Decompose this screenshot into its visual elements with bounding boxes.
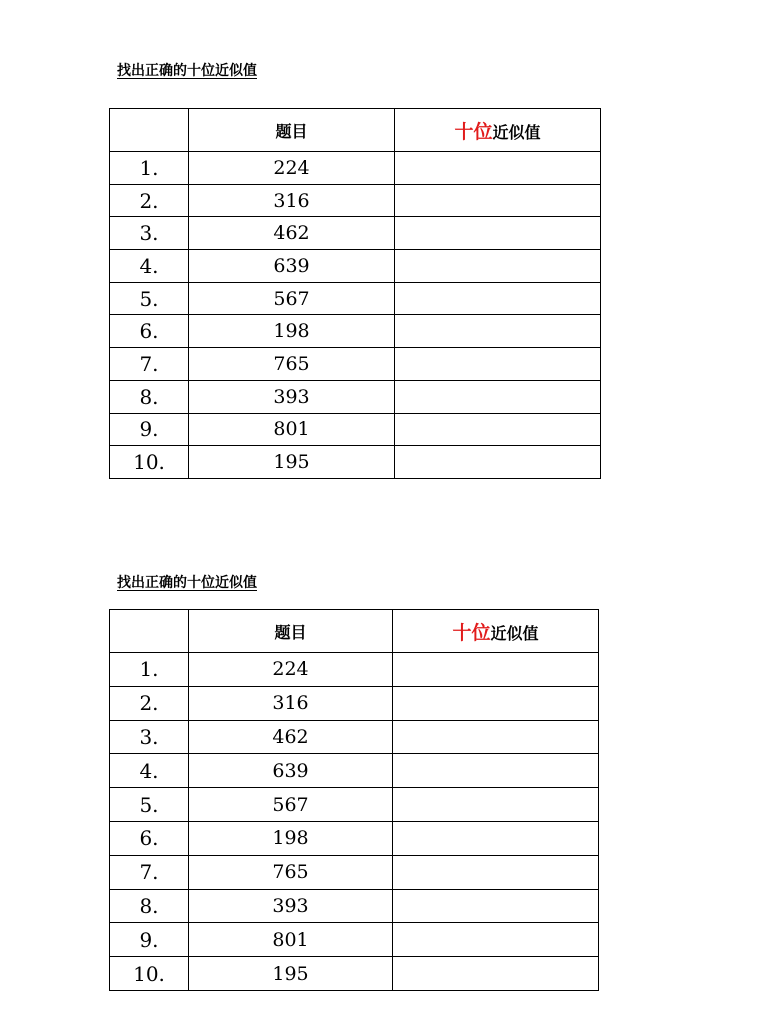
row-answer-cell[interactable] [395,446,601,479]
table-row [110,788,599,822]
table-row [110,315,601,348]
row-answer-cell[interactable] [395,282,601,315]
table-header-row [110,109,601,152]
row-question-cell: 195 [189,446,395,479]
row-answer-cell[interactable] [393,754,599,788]
worksheet-table-body [110,109,601,479]
row-index-cell: 7. [110,855,189,889]
worksheet-title: 找出正确的十位近似值 [117,575,257,591]
row-question-cell: 316 [189,686,393,720]
row-answer-cell[interactable] [395,184,601,217]
table-row [110,720,599,754]
header-answer-cell [395,109,601,152]
row-question-cell: 639 [189,754,393,788]
row-index-cell: 3. [110,720,189,754]
header-answer-rest: 近似值 [490,623,539,643]
row-index-cell: 4. [110,754,189,788]
table-row [110,754,599,788]
row-index-cell: 2. [110,686,189,720]
header-index-cell [110,109,189,152]
row-index-cell: 1. [110,653,189,687]
worksheet-table [109,609,599,991]
row-index-cell: 10. [110,446,189,479]
row-question-cell: 198 [189,821,393,855]
row-answer-cell[interactable] [393,889,599,923]
row-question-cell: 567 [189,788,393,822]
table-row [110,217,601,250]
row-index-cell: 9. [110,413,189,446]
row-index-cell: 9. [110,923,189,957]
header-answer-highlight: 十位 [454,120,493,143]
table-row [110,855,599,889]
row-index-cell: 6. [110,315,189,348]
header-question-cell [189,109,395,152]
row-question-cell: 198 [189,315,395,348]
table-row [110,446,601,479]
header-answer-highlight: 十位 [452,621,491,644]
row-index-cell: 5. [110,788,189,822]
row-answer-cell[interactable] [393,855,599,889]
row-question-cell: 195 [189,957,393,991]
row-answer-cell[interactable] [393,923,599,957]
row-question-cell: 224 [189,152,395,185]
table-row [110,653,599,687]
row-index-cell: 7. [110,348,189,381]
row-question-cell: 765 [189,348,395,381]
row-index-cell: 6. [110,821,189,855]
row-question-cell: 639 [189,250,395,283]
row-question-cell: 765 [189,855,393,889]
table-row [110,889,599,923]
table-row [110,152,601,185]
row-answer-cell[interactable] [395,250,601,283]
worksheet-table-body [110,610,599,991]
row-index-cell: 8. [110,380,189,413]
header-answer-rest: 近似值 [492,122,541,142]
row-question-cell: 462 [189,720,393,754]
row-answer-cell[interactable] [393,788,599,822]
row-answer-cell[interactable] [393,653,599,687]
row-index-cell: 3. [110,217,189,250]
row-question-cell: 316 [189,184,395,217]
table-row [110,957,599,991]
row-index-cell: 1. [110,152,189,185]
header-question-cell [189,610,393,653]
row-answer-cell[interactable] [395,217,601,250]
row-question-cell: 567 [189,282,395,315]
table-row [110,184,601,217]
table-row [110,348,601,381]
table-row [110,413,601,446]
row-question-cell: 801 [189,923,393,957]
row-answer-cell[interactable] [395,152,601,185]
row-question-cell: 224 [189,653,393,687]
row-question-cell: 801 [189,413,395,446]
row-answer-cell[interactable] [395,413,601,446]
row-answer-cell[interactable] [395,380,601,413]
row-question-cell: 393 [189,380,395,413]
table-row [110,686,599,720]
header-answer-cell [393,610,599,653]
row-index-cell: 8. [110,889,189,923]
row-index-cell: 5. [110,282,189,315]
row-answer-cell[interactable] [393,720,599,754]
row-index-cell: 4. [110,250,189,283]
header-question-label: 题目 [274,622,307,642]
row-index-cell: 10. [110,957,189,991]
row-question-cell: 462 [189,217,395,250]
worksheet-title: 找出正确的十位近似值 [117,63,257,79]
worksheet-table [109,108,601,479]
row-answer-cell[interactable] [393,821,599,855]
header-question-label: 题目 [275,121,308,141]
table-row [110,282,601,315]
header-index-cell [110,610,189,653]
row-answer-cell[interactable] [393,686,599,720]
row-question-cell: 393 [189,889,393,923]
row-answer-cell[interactable] [395,348,601,381]
table-row [110,821,599,855]
table-row [110,380,601,413]
row-index-cell: 2. [110,184,189,217]
row-answer-cell[interactable] [393,957,599,991]
row-answer-cell[interactable] [395,315,601,348]
table-header-row [110,610,599,653]
table-row [110,923,599,957]
table-row [110,250,601,283]
